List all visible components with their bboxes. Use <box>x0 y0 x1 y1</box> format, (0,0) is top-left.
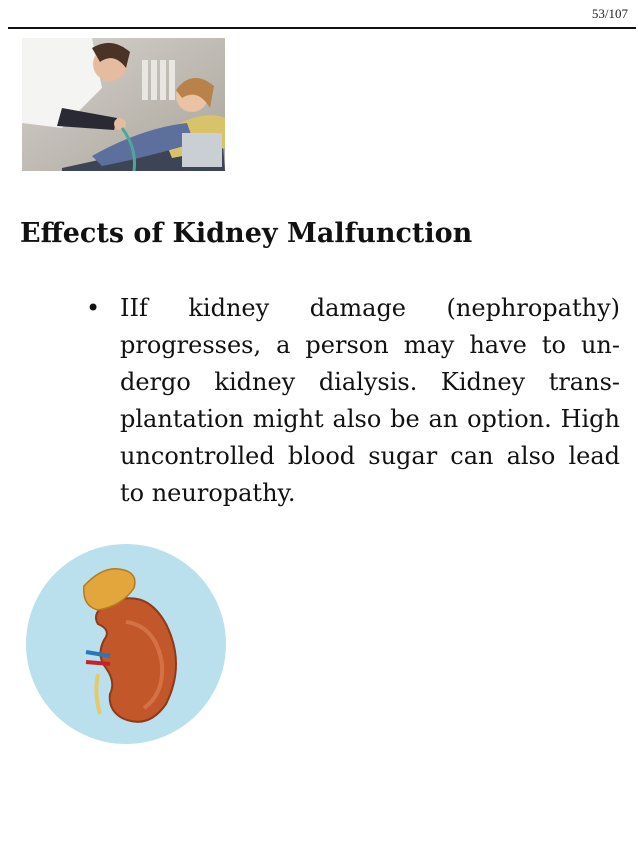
page-number: 53/107 <box>591 6 628 21</box>
bullet-text: IIf kidney damage (nephropathy) progresses, a person may have to undergo kidney dialysis. Kidney transplantation might also be an option. High uncontrolled blood sugar can also lead to neuropathy. <box>120 294 620 507</box>
kidney-illustration <box>26 544 226 744</box>
header-rule <box>8 27 636 29</box>
section-title: Effects of Kidney Malfunction <box>20 218 473 249</box>
patient-dialysis-photo <box>22 38 225 171</box>
bullet-marker: • <box>86 294 101 322</box>
